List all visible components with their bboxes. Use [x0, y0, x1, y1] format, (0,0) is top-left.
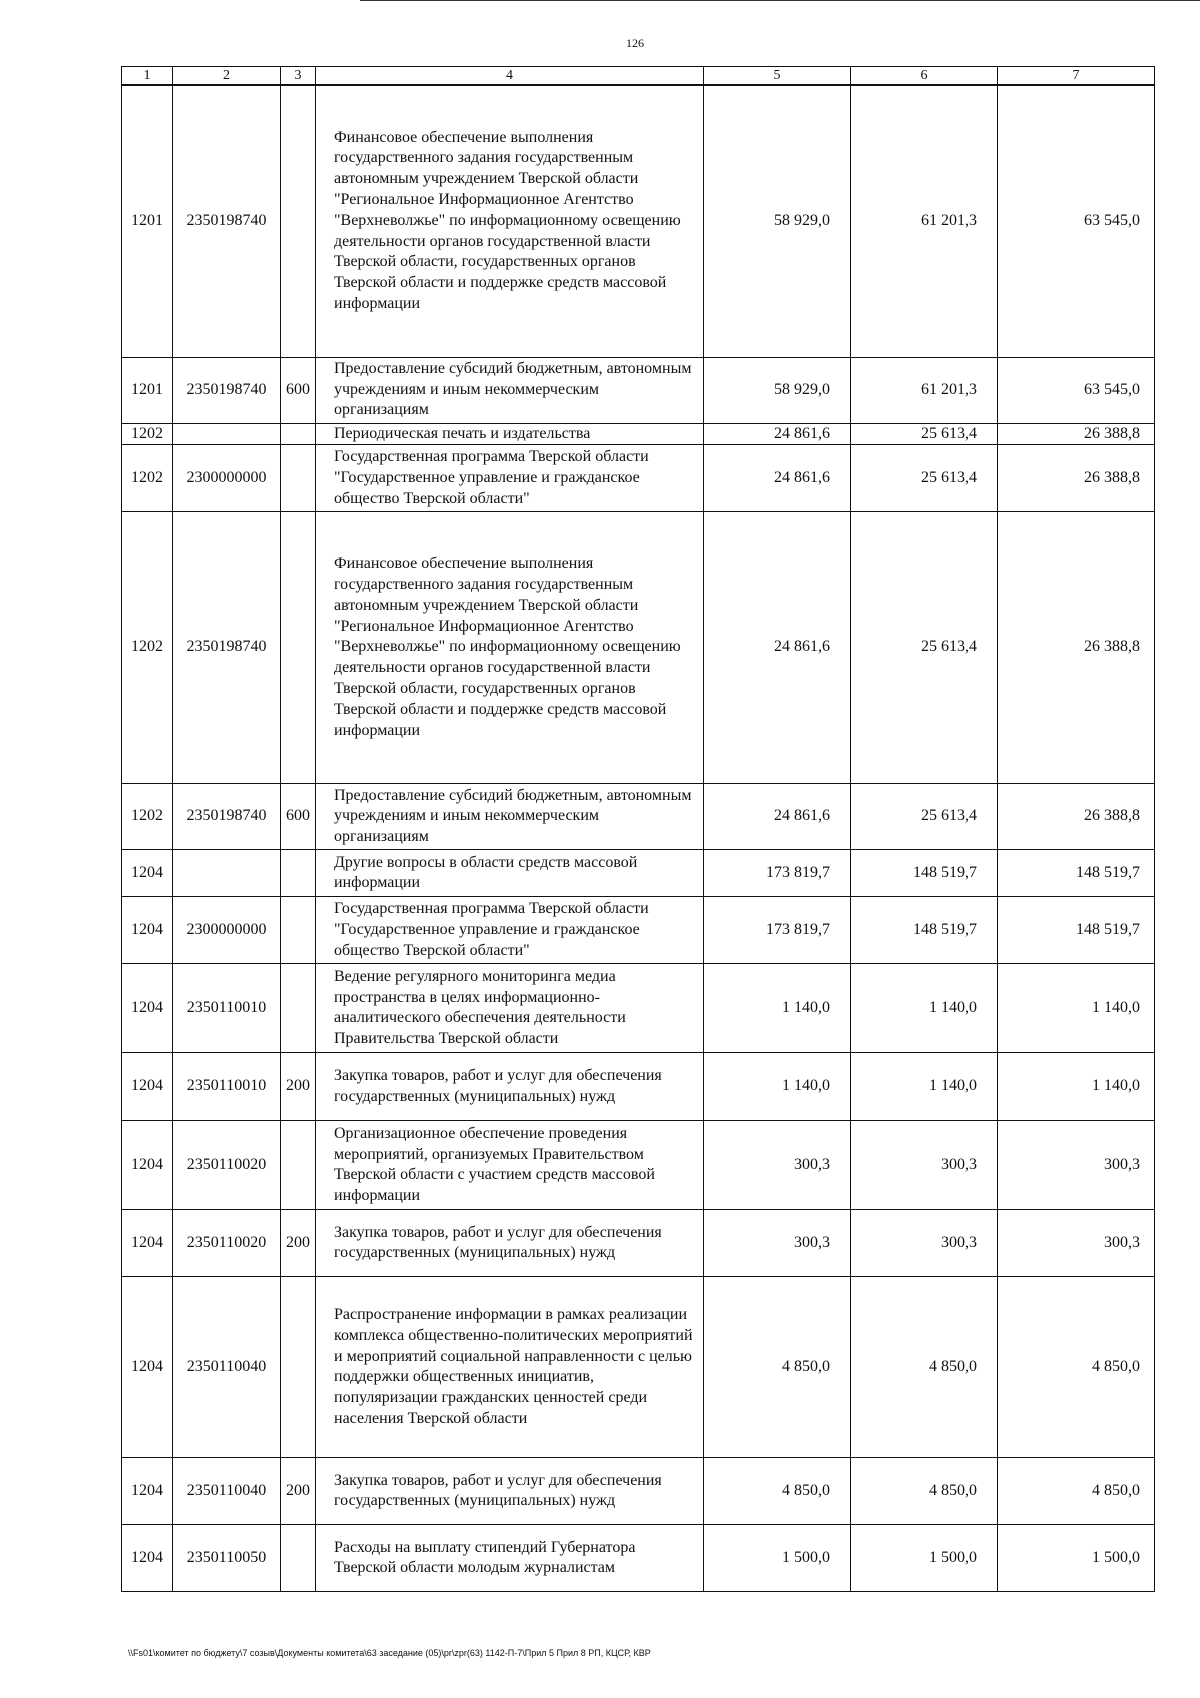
- amount-cell: 1 140,0: [851, 1053, 998, 1121]
- expense-type-cell: 200: [281, 1458, 316, 1525]
- column-header: 6: [851, 67, 998, 86]
- section-cell: 1202: [122, 512, 173, 784]
- amount-cell: 173 819,7: [704, 850, 851, 897]
- target-code-cell: 2350110020: [173, 1210, 281, 1277]
- amount-cell: 300,3: [998, 1210, 1155, 1277]
- column-header: 2: [173, 67, 281, 86]
- expense-type-cell: 600: [281, 784, 316, 850]
- section-cell: 1204: [122, 1121, 173, 1210]
- table-row: [122, 445, 1155, 512]
- section-cell: 1201: [122, 85, 173, 357]
- section-cell: 1204: [122, 850, 173, 897]
- table-row: [122, 1121, 1155, 1210]
- amount-cell: 25 613,4: [851, 445, 998, 512]
- column-header: 3: [281, 67, 316, 86]
- amount-cell: 4 850,0: [851, 1277, 998, 1458]
- expense-type-cell: [281, 1277, 316, 1458]
- description-cell: Расходы на выплату стипендий Губернатора Тверской области молодым журналистам: [316, 1525, 704, 1592]
- expense-type-cell: [281, 1525, 316, 1592]
- amount-cell: 300,3: [704, 1210, 851, 1277]
- amount-cell: 4 850,0: [998, 1458, 1155, 1525]
- amount-cell: 300,3: [704, 1121, 851, 1210]
- section-cell: 1202: [122, 423, 173, 445]
- target-code-cell: [173, 850, 281, 897]
- amount-cell: 24 861,6: [704, 445, 851, 512]
- section-cell: 1202: [122, 445, 173, 512]
- section-cell: 1204: [122, 1053, 173, 1121]
- amount-cell: 63 545,0: [998, 85, 1155, 357]
- table-body: [122, 85, 1155, 1592]
- table-row: [122, 1525, 1155, 1592]
- target-code-cell: 2350198740: [173, 357, 281, 423]
- table-row: [122, 897, 1155, 964]
- amount-cell: 24 861,6: [704, 423, 851, 445]
- amount-cell: 1 140,0: [998, 1053, 1155, 1121]
- table-row: [122, 1053, 1155, 1121]
- amount-cell: 26 388,8: [998, 512, 1155, 784]
- table-row: [122, 850, 1155, 897]
- expense-type-cell: [281, 850, 316, 897]
- amount-cell: 24 861,6: [704, 784, 851, 850]
- budget-table: [121, 66, 1155, 1592]
- expense-type-cell: [281, 85, 316, 357]
- page-number: 126: [626, 36, 644, 50]
- section-cell: 1204: [122, 1525, 173, 1592]
- target-code-cell: 2350198740: [173, 512, 281, 784]
- table-row: [122, 423, 1155, 445]
- target-code-cell: 2350110040: [173, 1458, 281, 1525]
- amount-cell: 26 388,8: [998, 784, 1155, 850]
- target-code-cell: 2300000000: [173, 897, 281, 964]
- description-cell: Закупка товаров, работ и услуг для обеспечения государственных (муниципальных) нужд: [316, 1053, 704, 1121]
- target-code-cell: 2300000000: [173, 445, 281, 512]
- amount-cell: 61 201,3: [851, 85, 998, 357]
- amount-cell: 1 140,0: [998, 964, 1155, 1053]
- column-header: 1: [122, 67, 173, 86]
- section-cell: 1204: [122, 1210, 173, 1277]
- target-code-cell: 2350198740: [173, 85, 281, 357]
- amount-cell: 25 613,4: [851, 423, 998, 445]
- amount-cell: 26 388,8: [998, 445, 1155, 512]
- amount-cell: 300,3: [851, 1121, 998, 1210]
- amount-cell: 148 519,7: [851, 897, 998, 964]
- description-cell: Финансовое обеспечение выполнения государственного задания государственным автономным учреждением Тверской области "Региональное Информационное Агентство "Верхневолжье" по информационному освещению деятельности органов государственной власти Тверской области, государственных органов Тверской области и поддержке средств массовой информации: [316, 85, 704, 357]
- table-row: [122, 512, 1155, 784]
- expense-type-cell: [281, 1121, 316, 1210]
- section-cell: 1204: [122, 1458, 173, 1525]
- table-row: [122, 784, 1155, 850]
- amount-cell: 148 519,7: [998, 850, 1155, 897]
- column-header: 7: [998, 67, 1155, 86]
- table-row: [122, 85, 1155, 357]
- top-edge-rule: [360, 0, 1200, 1]
- footer-file-path: \\Fs01\комитет по бюджету\7 созыв\Документы комитета\63 заседание (05)\pr\zpr(63) 1142-П-7\Прил 5 Прил 8 РП, КЦСР, КВР: [128, 1648, 651, 1658]
- target-code-cell: 2350110010: [173, 964, 281, 1053]
- table-row: [122, 1458, 1155, 1525]
- target-code-cell: 2350110020: [173, 1121, 281, 1210]
- section-cell: 1201: [122, 357, 173, 423]
- section-cell: 1204: [122, 897, 173, 964]
- amount-cell: 63 545,0: [998, 357, 1155, 423]
- amount-cell: 148 519,7: [851, 850, 998, 897]
- target-code-cell: 2350198740: [173, 784, 281, 850]
- amount-cell: 1 140,0: [704, 1053, 851, 1121]
- amount-cell: 58 929,0: [704, 85, 851, 357]
- table-row: [122, 964, 1155, 1053]
- column-header: 4: [316, 67, 704, 86]
- amount-cell: 24 861,6: [704, 512, 851, 784]
- expense-type-cell: [281, 445, 316, 512]
- amount-cell: 300,3: [998, 1121, 1155, 1210]
- description-cell: Организационное обеспечение проведения мероприятий, организуемых Правительством Тверской области с участием средств массовой информации: [316, 1121, 704, 1210]
- amount-cell: 1 140,0: [851, 964, 998, 1053]
- expense-type-cell: 200: [281, 1053, 316, 1121]
- target-code-cell: 2350110010: [173, 1053, 281, 1121]
- amount-cell: 25 613,4: [851, 784, 998, 850]
- description-cell: Распространение информации в рамках реализации комплекса общественно-политических мероприятий и мероприятий социальной направленности с целью поддержки общественных инициатив, популяризации гражданских ценностей среди населения Тверской области: [316, 1277, 704, 1458]
- target-code-cell: 2350110050: [173, 1525, 281, 1592]
- section-cell: 1204: [122, 1277, 173, 1458]
- description-cell: Закупка товаров, работ и услуг для обеспечения государственных (муниципальных) нужд: [316, 1458, 704, 1525]
- amount-cell: 1 140,0: [704, 964, 851, 1053]
- table-row: [122, 1277, 1155, 1458]
- amount-cell: 1 500,0: [998, 1525, 1155, 1592]
- description-cell: Периодическая печать и издательства: [316, 423, 704, 445]
- column-number-row: [122, 67, 1155, 86]
- section-cell: 1204: [122, 964, 173, 1053]
- amount-cell: 173 819,7: [704, 897, 851, 964]
- amount-cell: 1 500,0: [704, 1525, 851, 1592]
- expense-type-cell: [281, 512, 316, 784]
- expense-type-cell: 200: [281, 1210, 316, 1277]
- description-cell: Предоставление субсидий бюджетным, автономным учреждениям и иным некоммерческим организациям: [316, 784, 704, 850]
- amount-cell: 4 850,0: [998, 1277, 1155, 1458]
- description-cell: Государственная программа Тверской области "Государственное управление и гражданское общество Тверской области": [316, 897, 704, 964]
- amount-cell: 61 201,3: [851, 357, 998, 423]
- description-cell: Государственная программа Тверской области "Государственное управление и гражданское общество Тверской области": [316, 445, 704, 512]
- amount-cell: 148 519,7: [998, 897, 1155, 964]
- section-cell: 1202: [122, 784, 173, 850]
- description-cell: Предоставление субсидий бюджетным, автономным учреждениям и иным некоммерческим организациям: [316, 357, 704, 423]
- amount-cell: 4 850,0: [704, 1458, 851, 1525]
- target-code-cell: 2350110040: [173, 1277, 281, 1458]
- description-cell: Закупка товаров, работ и услуг для обеспечения государственных (муниципальных) нужд: [316, 1210, 704, 1277]
- expense-type-cell: 600: [281, 357, 316, 423]
- table-row: [122, 1210, 1155, 1277]
- amount-cell: 58 929,0: [704, 357, 851, 423]
- target-code-cell: [173, 423, 281, 445]
- expense-type-cell: [281, 897, 316, 964]
- expense-type-cell: [281, 964, 316, 1053]
- table-row: [122, 357, 1155, 423]
- amount-cell: 1 500,0: [851, 1525, 998, 1592]
- amount-cell: 26 388,8: [998, 423, 1155, 445]
- description-cell: Финансовое обеспечение выполнения государственного задания государственным автономным учреждением Тверской области "Региональное Информационное Агентство "Верхневолжье" по информационному освещению деятельности органов государственной власти Тверской области, государственных органов Тверской области и поддержке средств массовой информации: [316, 512, 704, 784]
- amount-cell: 4 850,0: [704, 1277, 851, 1458]
- column-header: 5: [704, 67, 851, 86]
- amount-cell: 4 850,0: [851, 1458, 998, 1525]
- description-cell: Ведение регулярного мониторинга медиа пространства в целях информационно-аналитического обеспечения деятельности Правительства Тверской области: [316, 964, 704, 1053]
- expense-type-cell: [281, 423, 316, 445]
- description-cell: Другие вопросы в области средств массовой информации: [316, 850, 704, 897]
- amount-cell: 300,3: [851, 1210, 998, 1277]
- amount-cell: 25 613,4: [851, 512, 998, 784]
